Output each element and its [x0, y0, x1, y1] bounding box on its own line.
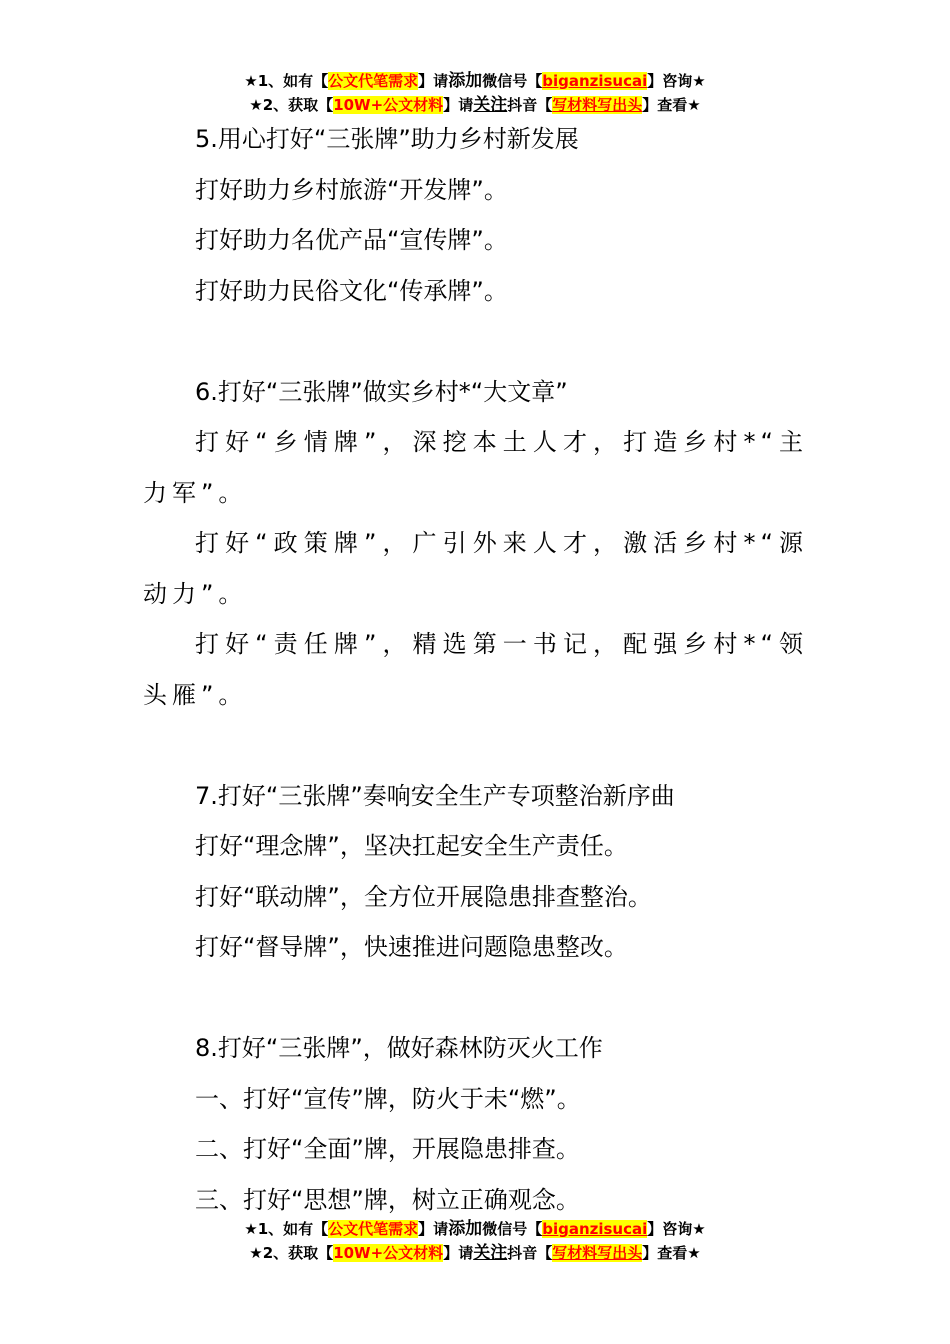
promo-banner-bottom [0, 1217, 950, 1265]
list-item: 打好“联动牌”，全方位开展隐患排查整治。 [195, 882, 652, 911]
list-item: 打好“责任牌”，精选第一书记，配强乡村*“领头雁”。 [143, 630, 808, 709]
promo-highlight: 公文代笔需求 [328, 1220, 419, 1238]
list-item: 打好助力名优产品“宣传牌”。 [195, 226, 508, 254]
list-item: 三、打好“思想”牌，树立正确观念。 [195, 1185, 580, 1214]
section-heading: 8.打好“三张牌”，做好森林防灭火工作 [195, 1034, 603, 1062]
promo-douyin-id: 写材料写出头 [552, 96, 643, 114]
section-8 [143, 1023, 808, 1225]
section-7 [143, 771, 808, 973]
section-heading: 6.打好“三张牌”做实乡村*“大文章” [195, 377, 568, 406]
promo-line-2: ★2、获取【10W+公文材料】请关注抖音【写材料写出头】查看★ [249, 95, 701, 115]
list-item: 打好助力民俗文化“传承牌”。 [195, 276, 508, 305]
list-item: 打好“督导牌”，快速推进问题隐患整改。 [195, 933, 628, 961]
document-body [143, 114, 808, 1225]
list-item: 打好助力乡村旅游“开发牌”。 [195, 175, 508, 204]
section-heading: 5.用心打好“三张牌”助力乡村新发展 [195, 125, 579, 153]
list-item: 二、打好“全面”牌，开展隐患排查。 [195, 1135, 580, 1163]
promo-douyin-id: 写材料写出头 [552, 1244, 643, 1262]
promo-line-1: ★1、如有【公文代笔需求】请添加微信号【biganzisucai】咨询★ [244, 71, 706, 91]
list-item: 一、打好“宣传”牌，防火于未“燃”。 [195, 1084, 581, 1113]
promo-wechat-id: biganzisucai [542, 1220, 648, 1238]
list-item: 打好“乡情牌”，深挖本土人才，打造乡村*“主力军”。 [143, 428, 808, 507]
promo-highlight: 公文代笔需求 [328, 72, 419, 90]
spacer [143, 720, 808, 771]
promo-banner-top [0, 69, 950, 117]
promo-line-2: ★2、获取【10W+公文材料】请关注抖音【写材料写出头】查看★ [249, 1243, 701, 1263]
spacer [143, 316, 808, 367]
section-5 [143, 114, 808, 316]
promo-wechat-id: biganzisucai [542, 72, 648, 90]
spacer [143, 973, 808, 1024]
promo-highlight: 10W+公文材料 [333, 96, 444, 114]
section-6 [143, 367, 808, 721]
promo-highlight: 10W+公文材料 [333, 1244, 444, 1262]
list-item: 打好“理念牌”，坚决扛起安全生产责任。 [195, 832, 628, 860]
section-heading: 7.打好“三张牌”奏响安全生产专项整治新序曲 [195, 781, 675, 810]
list-item: 打好“政策牌”，广引外来人才，激活乡村*“源动力”。 [143, 529, 808, 608]
promo-line-1: ★1、如有【公文代笔需求】请添加微信号【biganzisucai】咨询★ [244, 1219, 706, 1239]
